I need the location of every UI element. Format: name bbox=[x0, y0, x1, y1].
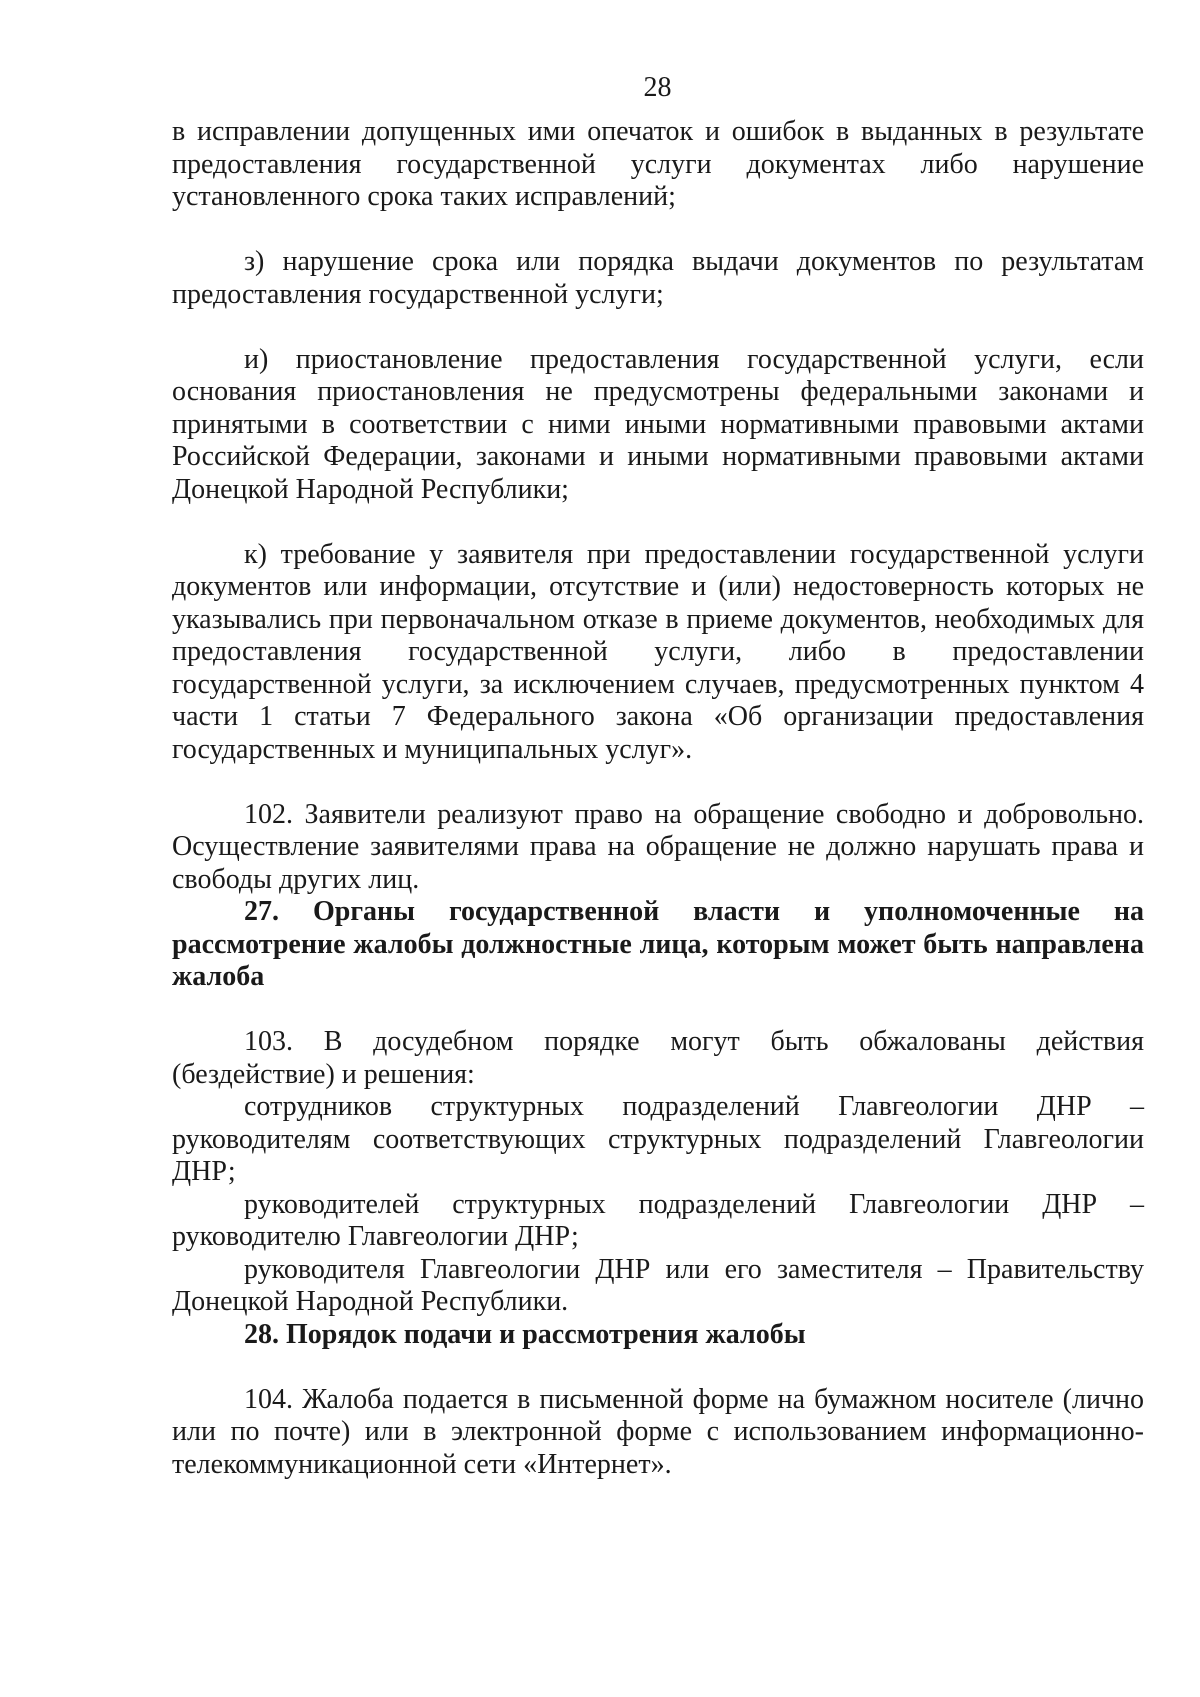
section-heading-27: 27. Органы государственной власти и уполномоченные на рассмотрение жалобы должностные лица, которым может быть направлена жалоба bbox=[172, 896, 1144, 992]
section-heading-28: 28. Порядок подачи и рассмотрения жалобы bbox=[244, 1318, 806, 1350]
paragraph-103-heads: руководителей структурных подразделений Главгеологии ДНР – руководителю Главгеологии ДНР; bbox=[172, 1188, 1144, 1252]
paragraph-103-staff: сотрудников структурных подразделений Главгеологии ДНР – руководителям соответствующих структурных подразделений Главгеологии ДНР; bbox=[172, 1091, 1144, 1187]
page-number: 28 bbox=[643, 72, 672, 103]
paragraph-103: 103. В досудебном порядке могут быть обжалованы действия (бездействие) и решения: bbox=[172, 1026, 1144, 1090]
paragraph-item-k: к) требование у заявителя при предоставлении государственной услуги документов или информации, отсутствие и (или) недостоверность которых не указывались при первоначальном отказе в приеме документов, необходимых для предоставления государственной услуги, либо в предоставлении государственной услуги, за исключением случаев, предусмотренных пунктом 4 части 1 статьи 7 Федерального закона «Об организации предоставления государственных и муниципальных услуг». bbox=[172, 538, 1144, 765]
paragraph-104: 104. Жалоба подается в письменной форме на бумажном носителе (лично или по почте) или в электронной форме с использованием информационно-телекоммуникационной сети «Интернет». bbox=[172, 1383, 1144, 1480]
paragraph-102: 102. Заявители реализуют право на обращение свободно и добровольно. Осуществление заявителями права на обращение не должно нарушать права и свободы других лиц. bbox=[172, 798, 1144, 895]
paragraph-103-director: руководителя Главгеологии ДНР или его заместителя – Правительству Донецкой Народной Республики. bbox=[172, 1253, 1144, 1317]
paragraph-item-i: и) приостановление предоставления государственной услуги, если основания приостановления не предусмотрены федеральными законами и принятыми в соответствии с ними иными нормативными правовыми актами Российской Федерации, законами и иными нормативными правовыми актами Донецкой Народной Республики; bbox=[172, 343, 1144, 505]
document-body bbox=[172, 116, 1144, 1481]
paragraph-item-z: з) нарушение срока или порядка выдачи документов по результатам предоставления государственной услуги; bbox=[172, 246, 1144, 310]
paragraph-continuation: в исправлении допущенных ими опечаток и ошибок в выданных в результате предоставления государственной услуги документах либо нарушение установленного срока таких исправлений; bbox=[172, 116, 1144, 212]
